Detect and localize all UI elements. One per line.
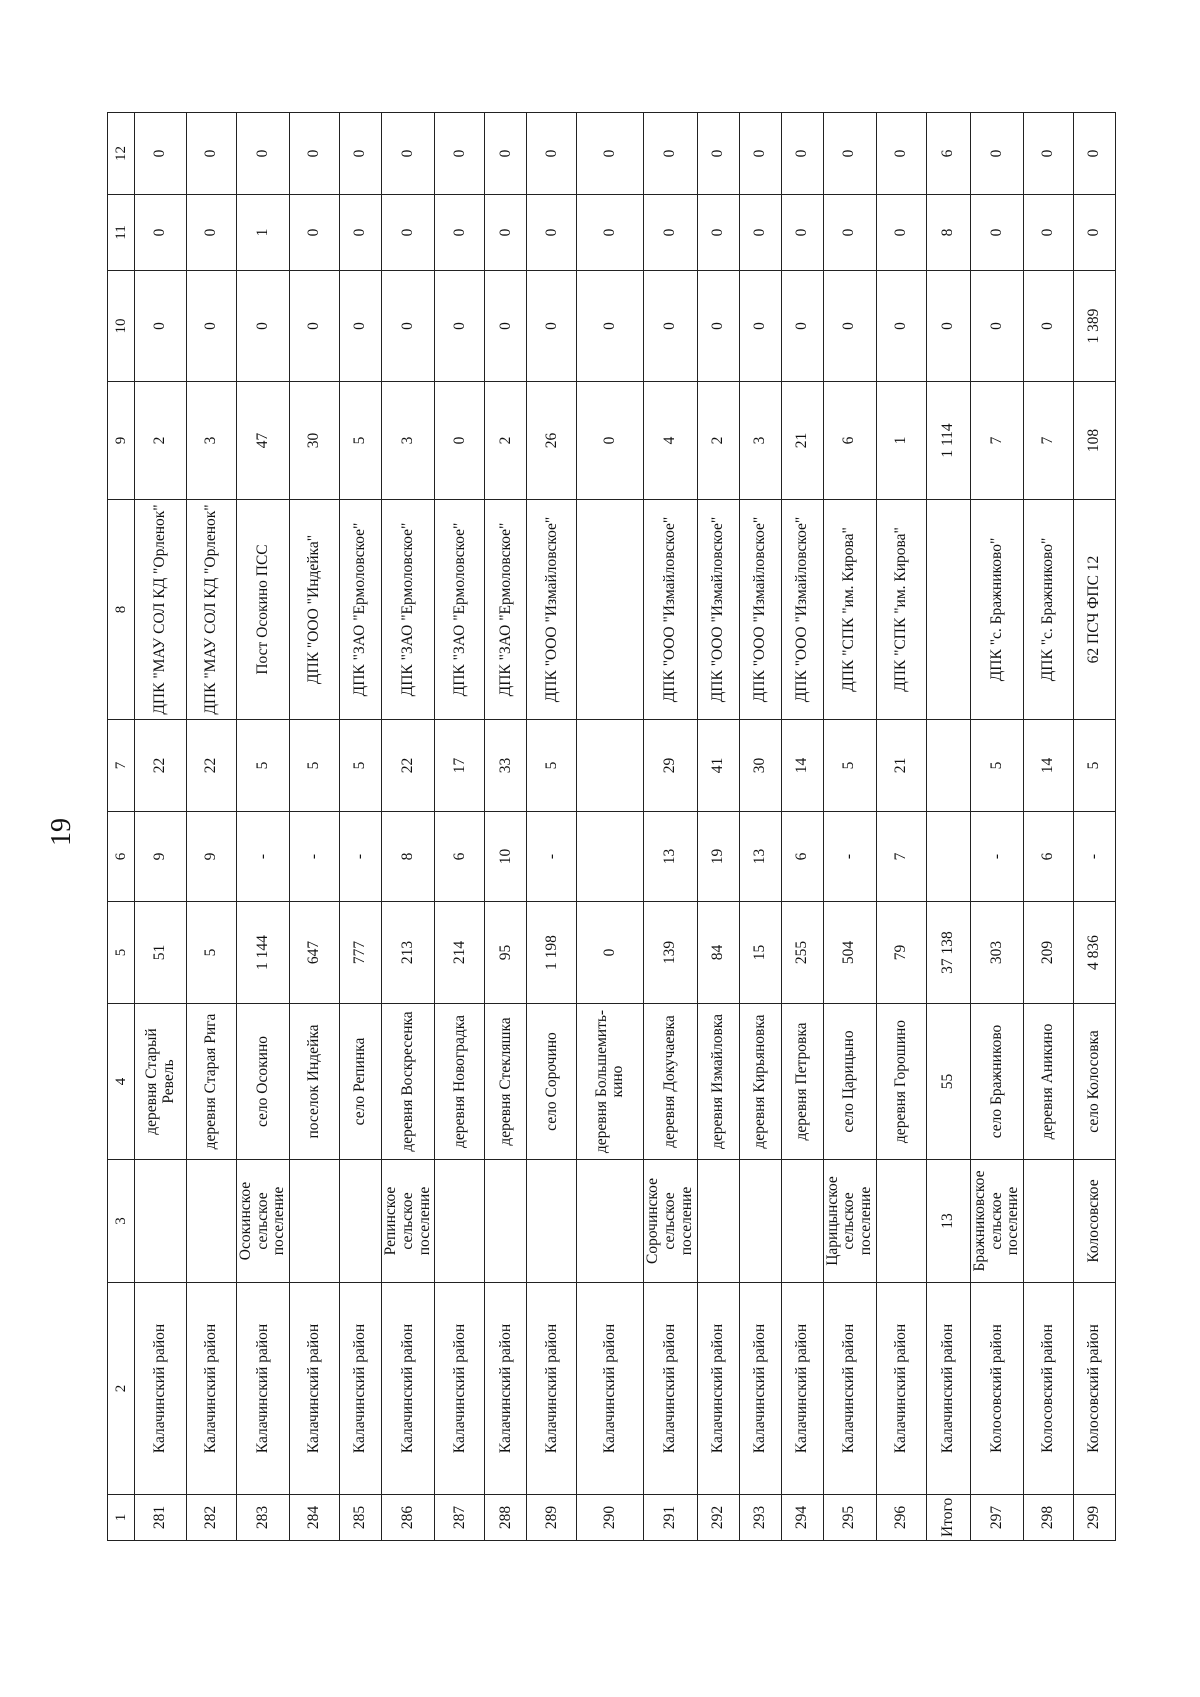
table-row	[577, 113, 644, 1541]
table-cell-col-10: 0	[739, 271, 781, 382]
table-cell-col-5: 4 836	[1074, 902, 1116, 1004]
table-cell-col-5: 647	[290, 902, 340, 1004]
table-cell-col-9: 6	[823, 382, 876, 500]
table-cell-col-8: ДПК "СПК "им. Кирова"	[876, 500, 926, 720]
table-cell-col-7: 22	[382, 720, 435, 812]
table-cell-col-8: ДПК "с. Бражниково"	[1024, 500, 1074, 720]
table-cell-col-4: деревня Кирьяновка	[739, 1004, 781, 1160]
table-cell-col-8: ДПК "ЗАО "Ермоловское"	[382, 500, 435, 720]
table-cell-col-7: 29	[644, 720, 697, 812]
table-cell-col-6: 6	[781, 812, 823, 902]
table-cell-col-3	[876, 1160, 926, 1283]
col-header-4: 4	[108, 1004, 135, 1160]
table-cell-col-7: 5	[237, 720, 290, 812]
table-cell-col-10: 0	[876, 271, 926, 382]
table-cell-col-8: ДПК "ООО "Измайловское"	[644, 500, 697, 720]
table-cell-col-8	[926, 500, 970, 720]
table-cell-col-1: 287	[435, 1495, 485, 1541]
table-cell-col-12: 0	[577, 113, 644, 195]
table-cell-col-1: 290	[577, 1495, 644, 1541]
table-cell-col-11: 0	[644, 195, 697, 271]
table-cell-col-1: 291	[644, 1495, 697, 1541]
table-cell-col-11: 0	[382, 195, 435, 271]
table-cell-col-9: 1	[876, 382, 926, 500]
table-cell-col-12: 6	[926, 113, 970, 195]
table-cell-col-8: ДПК "МАУ СОЛ КД "Орленок"	[135, 500, 187, 720]
table-cell-col-10: 0	[290, 271, 340, 382]
table-cell-col-6: -	[823, 812, 876, 902]
table-cell-col-3: Колосовское	[1074, 1160, 1116, 1283]
table-cell-col-9: 2	[135, 382, 187, 500]
table-cell-col-4: деревня Горошино	[876, 1004, 926, 1160]
table-cell-col-11: 0	[527, 195, 577, 271]
table-cell-col-11: 0	[1074, 195, 1116, 271]
table-cell-col-8: ДПК "ЗАО "Ермоловское"	[485, 500, 527, 720]
table-cell-col-3: 13	[926, 1160, 970, 1283]
table-cell-col-10: 0	[187, 271, 237, 382]
table-cell-col-3	[290, 1160, 340, 1283]
table-cell-col-10: 0	[577, 271, 644, 382]
table-cell-col-4: село Сорочино	[527, 1004, 577, 1160]
table-cell-col-12: 0	[382, 113, 435, 195]
table-cell-col-2: Калачинский район	[739, 1283, 781, 1495]
table-cell-col-8: ДПК "ООО "Измайловское"	[697, 500, 739, 720]
col-header-10: 10	[108, 271, 135, 382]
table-cell-col-7: 21	[876, 720, 926, 812]
table-cell-col-7: 5	[527, 720, 577, 812]
table-cell-col-7	[577, 720, 644, 812]
table-row	[781, 113, 823, 1541]
table-cell-col-3	[1024, 1160, 1074, 1283]
table-cell-col-11: 0	[435, 195, 485, 271]
table-cell-col-5: 1 198	[527, 902, 577, 1004]
table-cell-col-10: 0	[781, 271, 823, 382]
table-cell-col-1: 282	[187, 1495, 237, 1541]
table-cell-col-10: 0	[926, 271, 970, 382]
table-cell-col-12: 0	[876, 113, 926, 195]
table-cell-col-2: Калачинский район	[290, 1283, 340, 1495]
table-cell-col-5: 213	[382, 902, 435, 1004]
table-cell-col-5: 51	[135, 902, 187, 1004]
col-header-2: 2	[108, 1283, 135, 1495]
table-cell-col-6: 10	[485, 812, 527, 902]
table-cell-col-2: Калачинский район	[135, 1283, 187, 1495]
table-cell-col-10: 0	[527, 271, 577, 382]
table-cell-col-11: 0	[876, 195, 926, 271]
table-cell-col-10: 0	[970, 271, 1023, 382]
col-header-11: 11	[108, 195, 135, 271]
table-cell-col-4: деревня Стекляшка	[485, 1004, 527, 1160]
table-cell-col-5: 15	[739, 902, 781, 1004]
table-body	[135, 113, 1116, 1541]
table-cell-col-3: Царицынское сельское поселение	[823, 1160, 876, 1283]
table-cell-col-11: 0	[340, 195, 382, 271]
table-cell-col-6: -	[237, 812, 290, 902]
table-cell-col-10: 0	[697, 271, 739, 382]
table-cell-col-6: 7	[876, 812, 926, 902]
table-cell-col-3	[135, 1160, 187, 1283]
table-cell-col-7: 5	[1074, 720, 1116, 812]
table-cell-col-3	[187, 1160, 237, 1283]
table-cell-col-2: Калачинский район	[382, 1283, 435, 1495]
table-cell-col-4: деревня Старый Ревель	[135, 1004, 187, 1160]
table-row	[187, 113, 237, 1541]
table-cell-col-1: 298	[1024, 1495, 1074, 1541]
table-cell-col-2: Калачинский район	[823, 1283, 876, 1495]
table-cell-col-2: Калачинский район	[926, 1283, 970, 1495]
table-cell-col-10: 1 389	[1074, 271, 1116, 382]
table-row	[527, 113, 577, 1541]
table-cell-col-11: 0	[697, 195, 739, 271]
table-cell-col-5: 79	[876, 902, 926, 1004]
table-cell-col-6: -	[1074, 812, 1116, 902]
table-cell-col-2: Калачинский район	[187, 1283, 237, 1495]
table-cell-col-11: 0	[577, 195, 644, 271]
table-cell-col-3: Сорочинское сельское поселение	[644, 1160, 697, 1283]
col-header-5: 5	[108, 902, 135, 1004]
table-cell-col-2: Калачинский район	[340, 1283, 382, 1495]
table-cell-col-4: село Бражниково	[970, 1004, 1023, 1160]
table-cell-col-12: 0	[527, 113, 577, 195]
table-cell-col-9: 21	[781, 382, 823, 500]
table-cell-col-2: Калачинский район	[435, 1283, 485, 1495]
table-cell-col-9: 2	[697, 382, 739, 500]
table-cell-col-3	[485, 1160, 527, 1283]
table-row	[237, 113, 290, 1541]
table-cell-col-8: ДПК "ООО "Измайловское"	[781, 500, 823, 720]
table-cell-col-1: 286	[382, 1495, 435, 1541]
table-cell-col-9: 4	[644, 382, 697, 500]
table-cell-col-6: -	[290, 812, 340, 902]
table-row	[340, 113, 382, 1541]
table-cell-col-8: ДПК "СПК "им. Кирова"	[823, 500, 876, 720]
table-cell-col-3: Бражниковское сельское поселение	[970, 1160, 1023, 1283]
table-cell-col-6: 8	[382, 812, 435, 902]
table-cell-col-8: ДПК "МАУ СОЛ КД "Орленок"	[187, 500, 237, 720]
table-cell-col-6: -	[527, 812, 577, 902]
table-cell-col-1: 283	[237, 1495, 290, 1541]
table-cell-col-9: 1 114	[926, 382, 970, 500]
table-cell-col-12: 0	[290, 113, 340, 195]
table-cell-col-2: Калачинский район	[697, 1283, 739, 1495]
table-cell-col-3	[739, 1160, 781, 1283]
table-cell-col-4: село Репинка	[340, 1004, 382, 1160]
table-cell-col-5: 777	[340, 902, 382, 1004]
table-row	[290, 113, 340, 1541]
col-header-12: 12	[108, 113, 135, 195]
table-cell-col-7: 22	[135, 720, 187, 812]
table-cell-col-5: 303	[970, 902, 1023, 1004]
table-cell-col-12: 0	[340, 113, 382, 195]
table-cell-col-4: село Колосовка	[1074, 1004, 1116, 1160]
table-cell-col-5: 255	[781, 902, 823, 1004]
table-cell-col-1: 299	[1074, 1495, 1116, 1541]
table-cell-col-7	[926, 720, 970, 812]
table-cell-col-7: 30	[739, 720, 781, 812]
table-cell-col-3: Репинское сельское поселение	[382, 1160, 435, 1283]
col-header-6: 6	[108, 812, 135, 902]
table-cell-col-4: деревня Новоградка	[435, 1004, 485, 1160]
table-cell-col-4: деревня Докучаевка	[644, 1004, 697, 1160]
table-cell-col-7: 5	[290, 720, 340, 812]
table-row	[382, 113, 435, 1541]
table-cell-col-9: 26	[527, 382, 577, 500]
table-cell-col-5: 209	[1024, 902, 1074, 1004]
table-cell-col-3	[577, 1160, 644, 1283]
table-cell-col-8: ДПК "ЗАО "Ермоловское"	[435, 500, 485, 720]
table-cell-col-10: 0	[485, 271, 527, 382]
table-cell-col-9: 7	[1024, 382, 1074, 500]
table-cell-col-4: деревня Измайловка	[697, 1004, 739, 1160]
table-cell-col-12: 0	[187, 113, 237, 195]
table-cell-col-4: село Царицыно	[823, 1004, 876, 1160]
table-cell-col-9: 30	[290, 382, 340, 500]
table-cell-col-6	[577, 812, 644, 902]
table-cell-col-9: 3	[187, 382, 237, 500]
table-cell-col-2: Калачинский район	[876, 1283, 926, 1495]
table-cell-col-10: 0	[435, 271, 485, 382]
table-row	[697, 113, 739, 1541]
table-cell-col-3	[340, 1160, 382, 1283]
table-cell-col-2: Колосовский район	[970, 1283, 1023, 1495]
table-cell-col-5: 0	[577, 902, 644, 1004]
table-cell-col-11: 0	[187, 195, 237, 271]
table-cell-col-5: 37 138	[926, 902, 970, 1004]
table-cell-col-11: 0	[823, 195, 876, 271]
table-cell-col-1: 285	[340, 1495, 382, 1541]
table-row	[485, 113, 527, 1541]
table-cell-col-10: 0	[644, 271, 697, 382]
table-cell-col-12: 0	[1024, 113, 1074, 195]
table-row	[1024, 113, 1074, 1541]
table-cell-col-3: Осокинское сельское поселение	[237, 1160, 290, 1283]
table-cell-col-4: деревня Петровка	[781, 1004, 823, 1160]
table-cell-col-2: Колосовский район	[1024, 1283, 1074, 1495]
table-cell-col-6: 19	[697, 812, 739, 902]
table-cell-col-1: 297	[970, 1495, 1023, 1541]
rotated-table-wrapper	[107, 113, 1103, 1541]
table-cell-col-9: 7	[970, 382, 1023, 500]
table-cell-col-11: 0	[135, 195, 187, 271]
table-cell-col-7: 33	[485, 720, 527, 812]
table-row	[135, 113, 187, 1541]
table-row	[876, 113, 926, 1541]
table-cell-col-5: 5	[187, 902, 237, 1004]
col-header-1: 1	[108, 1495, 135, 1541]
table-cell-col-11: 0	[739, 195, 781, 271]
table-cell-col-11: 0	[485, 195, 527, 271]
col-header-8: 8	[108, 500, 135, 720]
table-cell-col-1: Итого	[926, 1495, 970, 1541]
table-cell-col-12: 0	[781, 113, 823, 195]
table-cell-col-12: 0	[823, 113, 876, 195]
col-header-9: 9	[108, 382, 135, 500]
table-cell-col-1: 288	[485, 1495, 527, 1541]
table-cell-col-5: 1 144	[237, 902, 290, 1004]
table-cell-col-1: 292	[697, 1495, 739, 1541]
table-row	[435, 113, 485, 1541]
table-cell-col-6: 13	[644, 812, 697, 902]
table-cell-col-4: деревня Старая Рига	[187, 1004, 237, 1160]
table-cell-col-9: 5	[340, 382, 382, 500]
table-cell-col-12: 0	[644, 113, 697, 195]
table-cell-col-1: 294	[781, 1495, 823, 1541]
table-cell-col-8: ДПК "ООО "Измайловское"	[527, 500, 577, 720]
settlements-table	[107, 112, 1116, 1541]
table-cell-col-9: 3	[739, 382, 781, 500]
table-cell-col-10: 0	[823, 271, 876, 382]
table-cell-col-11: 1	[237, 195, 290, 271]
table-cell-col-3	[435, 1160, 485, 1283]
table-cell-col-6: 9	[187, 812, 237, 902]
table-cell-col-2: Калачинский район	[527, 1283, 577, 1495]
table-cell-col-1: 281	[135, 1495, 187, 1541]
header-row	[108, 113, 135, 1541]
page-number: 19	[46, 818, 77, 846]
table-cell-col-12: 0	[435, 113, 485, 195]
table-cell-col-9: 0	[577, 382, 644, 500]
table-cell-col-1: 293	[739, 1495, 781, 1541]
table-cell-col-8: ДПК "с. Бражниково"	[970, 500, 1023, 720]
col-header-7: 7	[108, 720, 135, 812]
table-cell-col-8: ДПК "ООО "Индейка"	[290, 500, 340, 720]
table-cell-col-6: -	[970, 812, 1023, 902]
table-cell-col-2: Калачинский район	[237, 1283, 290, 1495]
table-row	[1074, 113, 1116, 1541]
table-cell-col-10: 0	[135, 271, 187, 382]
table-cell-col-7: 14	[1024, 720, 1074, 812]
table-cell-col-6: -	[340, 812, 382, 902]
table-row	[739, 113, 781, 1541]
table-cell-col-3	[697, 1160, 739, 1283]
table-cell-col-1: 284	[290, 1495, 340, 1541]
table-cell-col-12: 0	[1074, 113, 1116, 195]
table-cell-col-8	[577, 500, 644, 720]
table-cell-col-5: 139	[644, 902, 697, 1004]
table-cell-col-4: деревня Аникино	[1024, 1004, 1074, 1160]
table-cell-col-1: 289	[527, 1495, 577, 1541]
table-row	[926, 113, 970, 1541]
table-cell-col-7: 5	[970, 720, 1023, 812]
table-cell-col-10: 0	[237, 271, 290, 382]
table-cell-col-12: 0	[739, 113, 781, 195]
table-cell-col-7: 14	[781, 720, 823, 812]
table-cell-col-12: 0	[697, 113, 739, 195]
table-cell-col-10: 0	[1024, 271, 1074, 382]
table-cell-col-9: 108	[1074, 382, 1116, 500]
table-cell-col-7: 5	[340, 720, 382, 812]
table-cell-col-6	[926, 812, 970, 902]
table-cell-col-9: 47	[237, 382, 290, 500]
table-cell-col-4: деревня Воскресенка	[382, 1004, 435, 1160]
table-cell-col-11: 0	[970, 195, 1023, 271]
table-cell-col-4: поселок Индейка	[290, 1004, 340, 1160]
table-cell-col-7: 41	[697, 720, 739, 812]
table-cell-col-9: 3	[382, 382, 435, 500]
table-cell-col-3	[781, 1160, 823, 1283]
table-cell-col-2: Калачинский район	[781, 1283, 823, 1495]
table-cell-col-4: село Осокино	[237, 1004, 290, 1160]
table-cell-col-7: 5	[823, 720, 876, 812]
table-cell-col-2: Калачинский район	[644, 1283, 697, 1495]
table-cell-col-11: 0	[781, 195, 823, 271]
table-cell-col-4: 55	[926, 1004, 970, 1160]
table-cell-col-12: 0	[970, 113, 1023, 195]
table-cell-col-9: 0	[435, 382, 485, 500]
table-cell-col-8: Пост Осокино ПСС	[237, 500, 290, 720]
table-cell-col-11: 8	[926, 195, 970, 271]
table-cell-col-11: 0	[1024, 195, 1074, 271]
table-cell-col-12: 0	[135, 113, 187, 195]
table-cell-col-11: 0	[290, 195, 340, 271]
table-row	[644, 113, 697, 1541]
table-cell-col-6: 6	[435, 812, 485, 902]
table-cell-col-2: Калачинский район	[485, 1283, 527, 1495]
table-cell-col-2: Калачинский район	[577, 1283, 644, 1495]
table-cell-col-10: 0	[340, 271, 382, 382]
table-cell-col-10: 0	[382, 271, 435, 382]
table-cell-col-6: 9	[135, 812, 187, 902]
table-row	[970, 113, 1023, 1541]
table-cell-col-1: 296	[876, 1495, 926, 1541]
table-cell-col-1: 295	[823, 1495, 876, 1541]
table-cell-col-5: 504	[823, 902, 876, 1004]
table-cell-col-5: 84	[697, 902, 739, 1004]
table-cell-col-2: Колосовский район	[1074, 1283, 1116, 1495]
table-cell-col-9: 2	[485, 382, 527, 500]
table-cell-col-4: деревня Большемить-кино	[577, 1004, 644, 1160]
table-cell-col-6: 13	[739, 812, 781, 902]
table-cell-col-5: 214	[435, 902, 485, 1004]
table-cell-col-3	[527, 1160, 577, 1283]
table-cell-col-8: 62 ПСЧ ФПС 12	[1074, 500, 1116, 720]
table-cell-col-12: 0	[485, 113, 527, 195]
table-cell-col-5: 95	[485, 902, 527, 1004]
table-cell-col-7: 22	[187, 720, 237, 812]
table-cell-col-7: 17	[435, 720, 485, 812]
table-row	[823, 113, 876, 1541]
table-cell-col-12: 0	[237, 113, 290, 195]
table-cell-col-8: ДПК "ЗАО "Ермоловское"	[340, 500, 382, 720]
table-cell-col-8: ДПК "ООО "Измайловское"	[739, 500, 781, 720]
col-header-3: 3	[108, 1160, 135, 1283]
table-cell-col-6: 6	[1024, 812, 1074, 902]
